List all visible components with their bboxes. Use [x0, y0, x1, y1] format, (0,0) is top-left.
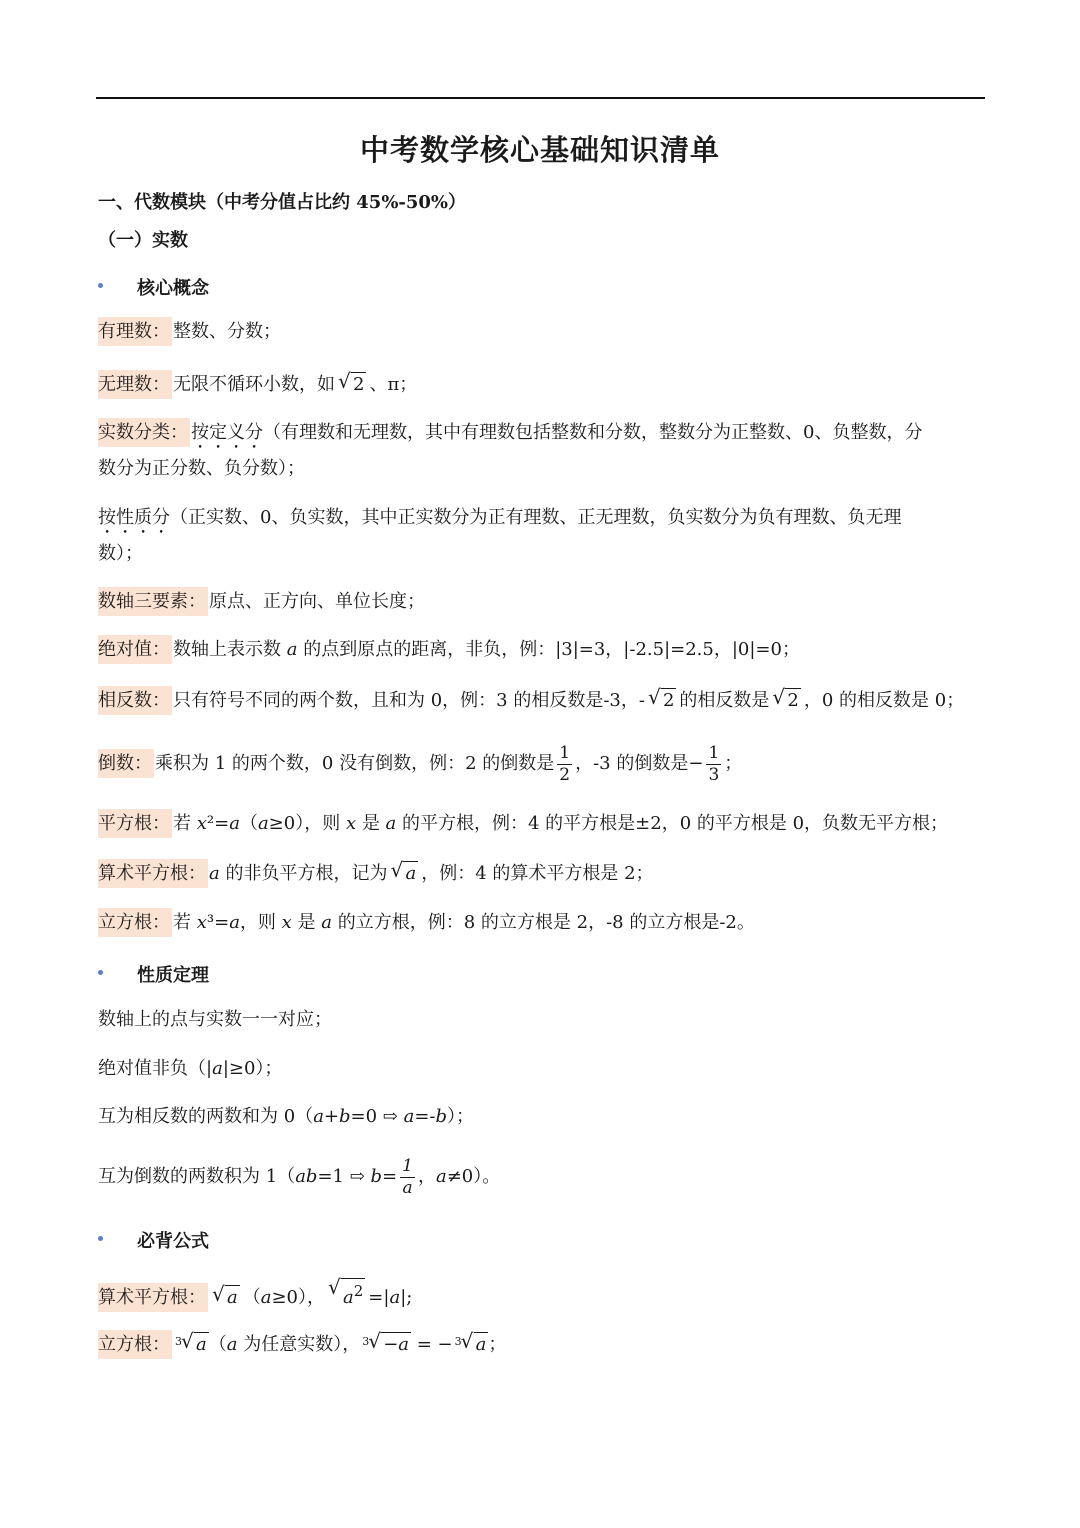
sqrt-expr: √ 2	[338, 372, 366, 397]
item-number-axis	[98, 590, 425, 614]
item-absolute-value: 绝对值： 数轴上表示数 a 的点到原点的距离，非负，例：|3|=3，|-2.5|=2.5，|0|=0；	[98, 638, 800, 662]
item-real-classification-cont: 数分为正分数、负分数）；	[98, 458, 305, 479]
item-irrational	[98, 372, 417, 397]
sqrt-expr: √ 2	[772, 688, 800, 713]
term-label: 无理数：	[98, 370, 172, 399]
item-opposite-number: 相反数： 只有符号不同的两个数，且和为 0，例：3 的相反数是-3，-√ 2 的相反数是√ 2 ，0 的相反数是 0；	[98, 688, 964, 713]
cube-root-expr: √ 3 a	[181, 1332, 209, 1357]
term-label: 立方根：	[98, 1330, 172, 1359]
term-label: 算术平方根：	[98, 859, 208, 888]
bullet-dot-icon	[98, 283, 103, 288]
item-rational	[98, 320, 281, 344]
term-label: 数轴三要素：	[98, 587, 208, 616]
formula-cube-root: 立方根： √ 3 a （a 为任意实数）， √ 3 −a = − √ 3 a ；	[98, 1332, 506, 1357]
item-cube-root: 立方根： 若 x³=a，则 x 是 a 的立方根，例：8 的立方根是 2，-8 的立方根是-2。	[98, 911, 755, 935]
item-reciprocal: 倒数： 乘积为 1 的两个数，0 没有倒数，例：2 的倒数是 $\frac{1}{2}$ ，-3 的倒数是− $\frac{1}{3}$ ；	[98, 742, 743, 785]
term-label: 绝对值：	[98, 635, 172, 664]
sqrt-expr: √ $a^2$	[328, 1278, 365, 1310]
term-label: 平方根：	[98, 809, 172, 838]
term-label: 有理数：	[98, 317, 172, 346]
property-4: 互为倒数的两数积为 1（ab=1 ⇨ b= $\frac{1}{a}$ ，a≠0）。	[98, 1155, 501, 1198]
fraction: $\frac{1}{2}$	[559, 742, 571, 785]
term-label: 实数分类：	[98, 418, 190, 447]
term-label: 倒数：	[98, 749, 154, 778]
sqrt-expr: √ a	[212, 1285, 240, 1310]
emphasis-text: 按定义分	[191, 422, 263, 443]
fraction: $\frac{1}{a}$	[402, 1155, 413, 1198]
top-rule	[96, 97, 985, 99]
cube-root-expr: √ 3 a	[461, 1332, 489, 1357]
definition-text: 整数、分数；	[173, 321, 281, 342]
property-1: 数轴上的点与实数一一对应；	[98, 1009, 332, 1030]
bullet-dot-icon	[98, 1236, 103, 1241]
cube-root-expr: √ 3 −a	[368, 1332, 411, 1357]
formula-arithmetic-square-root: 算术平方根：√ a （a≥0），√ $a^2 =|a|$;	[98, 1278, 412, 1310]
bullet-dot-icon	[98, 970, 103, 975]
definition-text: （正实数、0、负实数，其中正实数分为正有理数、正无理数，负实数分为负有理数、负无理	[170, 507, 902, 528]
definition-text: 、π；	[369, 374, 418, 395]
definition-text: 无限不循环小数，如	[173, 374, 335, 395]
item-real-classification	[98, 421, 922, 453]
definition-text: 原点、正方向、单位长度；	[209, 591, 425, 612]
bullet-label: 必背公式	[137, 1231, 209, 1252]
term-label: 相反数：	[98, 686, 172, 715]
property-3: 互为相反数的两数和为 0（a+b=0 ⇨ a=-b）；	[98, 1106, 475, 1127]
fraction: $\frac{1}{3}$	[708, 742, 720, 785]
bullet-label: 性质定理	[137, 965, 209, 986]
section-heading: 一、代数模块（中考分值占比约 45%-50%）	[98, 192, 467, 213]
property-2: 绝对值非负（|a|≥0）；	[98, 1058, 283, 1079]
page-title: 中考数学核心基础知识清单	[359, 133, 720, 167]
term-label: 算术平方根：	[98, 1283, 208, 1312]
emphasis-text: 按性质分	[98, 507, 170, 528]
definition-text: （有理数和无理数，其中有理数包括整数和分数，整数分为正整数、0、负整数，分	[263, 422, 923, 443]
item-real-classification-2-cont: 数）；	[98, 543, 143, 564]
sqrt-expr: √ a	[390, 861, 418, 886]
bullet-label: 核心概念	[137, 278, 209, 299]
item-square-root: 平方根： 若 x²=a（a≥0），则 x 是 a 的平方根，例：4 的平方根是±2，0 的平方根是 0，负数无平方根；	[98, 812, 948, 836]
item-arithmetic-square-root: 算术平方根： a 的非负平方根，记为√ a ，例：4 的算术平方根是 2；	[98, 861, 654, 886]
item-real-classification-2	[98, 506, 901, 538]
term-label: 立方根：	[98, 908, 172, 937]
sqrt-expr: √ 2	[648, 688, 676, 713]
subsection-heading: （一）实数	[98, 230, 188, 251]
